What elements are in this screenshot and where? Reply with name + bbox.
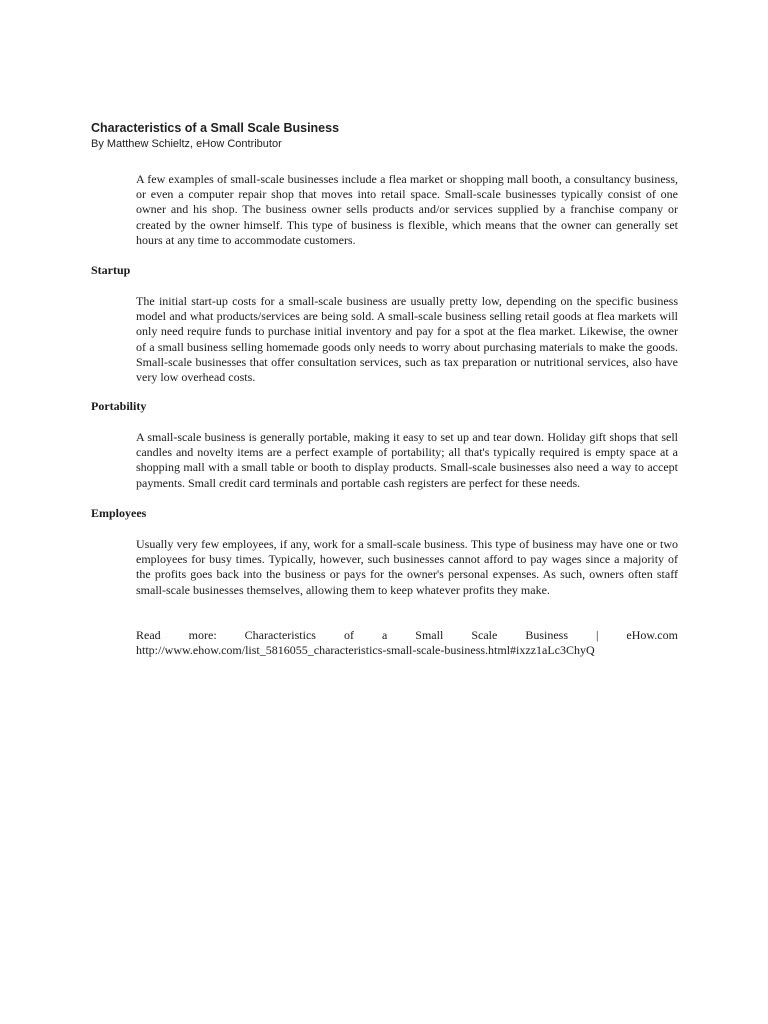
intro-paragraph: A few examples of small-scale businesses include a flea market or shopping mall booth, a consultancy business, or even a computer repair shop that moves into retail space. Small-scale businesses typically consist of one owner and his shop. The business owner sells products and/or services supplied by a franchise company or created by the owner himself. This type of business is flexible, which means that the owner can generally set hours at any time to accommodate customers. (136, 172, 678, 247)
section-heading-startup: Startup (91, 263, 131, 277)
section-heading-employees: Employees (91, 506, 147, 520)
read-more-word: more: (188, 628, 217, 642)
read-more-word: Read (136, 628, 161, 642)
section-heading-portability: Portability (91, 399, 147, 413)
read-more-word: eHow.com (626, 628, 678, 642)
read-more-word: Characteristics (244, 628, 316, 642)
document-title: Characteristics of a Small Scale Business (91, 121, 340, 135)
read-more-word: a (381, 628, 388, 642)
read-more-word: Small (415, 628, 444, 642)
section-body-portability: A small-scale business is generally portable, making it easy to set up and tear down. Holiday gift shops that sell candles and novelty items are a perfect example of portability; all that's typically required is empty space at a shopping mall with a small table or booth to display products. Small-scale businesses also need a way to accept payments. Small credit card terminals and portable cash registers are perfect for these needs. (136, 430, 678, 490)
read-more-block (136, 628, 678, 658)
read-more-word: of (343, 628, 354, 642)
section-body-employees: Usually very few employees, if any, work for a small-scale business. This type of business may have one or two employees for busy times. Typically, however, such businesses cannot afford to pay wages since a majority of the profits goes back into the business or pays for the owner's personal expenses. As such, owners often staff small-scale businesses themselves, allowing them to keep whatever profits they make. (136, 537, 678, 597)
read-more-word: Business (525, 628, 568, 642)
read-more-url: http://www.ehow.com/list_5816055_characteristics-small-scale-business.html#ixzz1aLc3ChyQ (136, 643, 595, 658)
section-body-startup: The initial start-up costs for a small-scale business are usually pretty low, depending on the specific business model and what products/services are being sold. A small-scale business selling retail goods at flea markets will only need require funds to purchase initial inventory and pay for a spot at the flea market. Likewise, the owner of a small business selling homemade goods only needs to worry about purchasing materials to make the goods. Small-scale businesses that offer consultation services, such as tax preparation or nutritional services, also have very low overhead costs. (136, 294, 678, 385)
read-more-separator: | (596, 628, 599, 642)
document-byline: By Matthew Schieltz, eHow Contributor (91, 138, 282, 150)
read-more-line (136, 628, 678, 643)
read-more-word: Scale (471, 628, 498, 642)
